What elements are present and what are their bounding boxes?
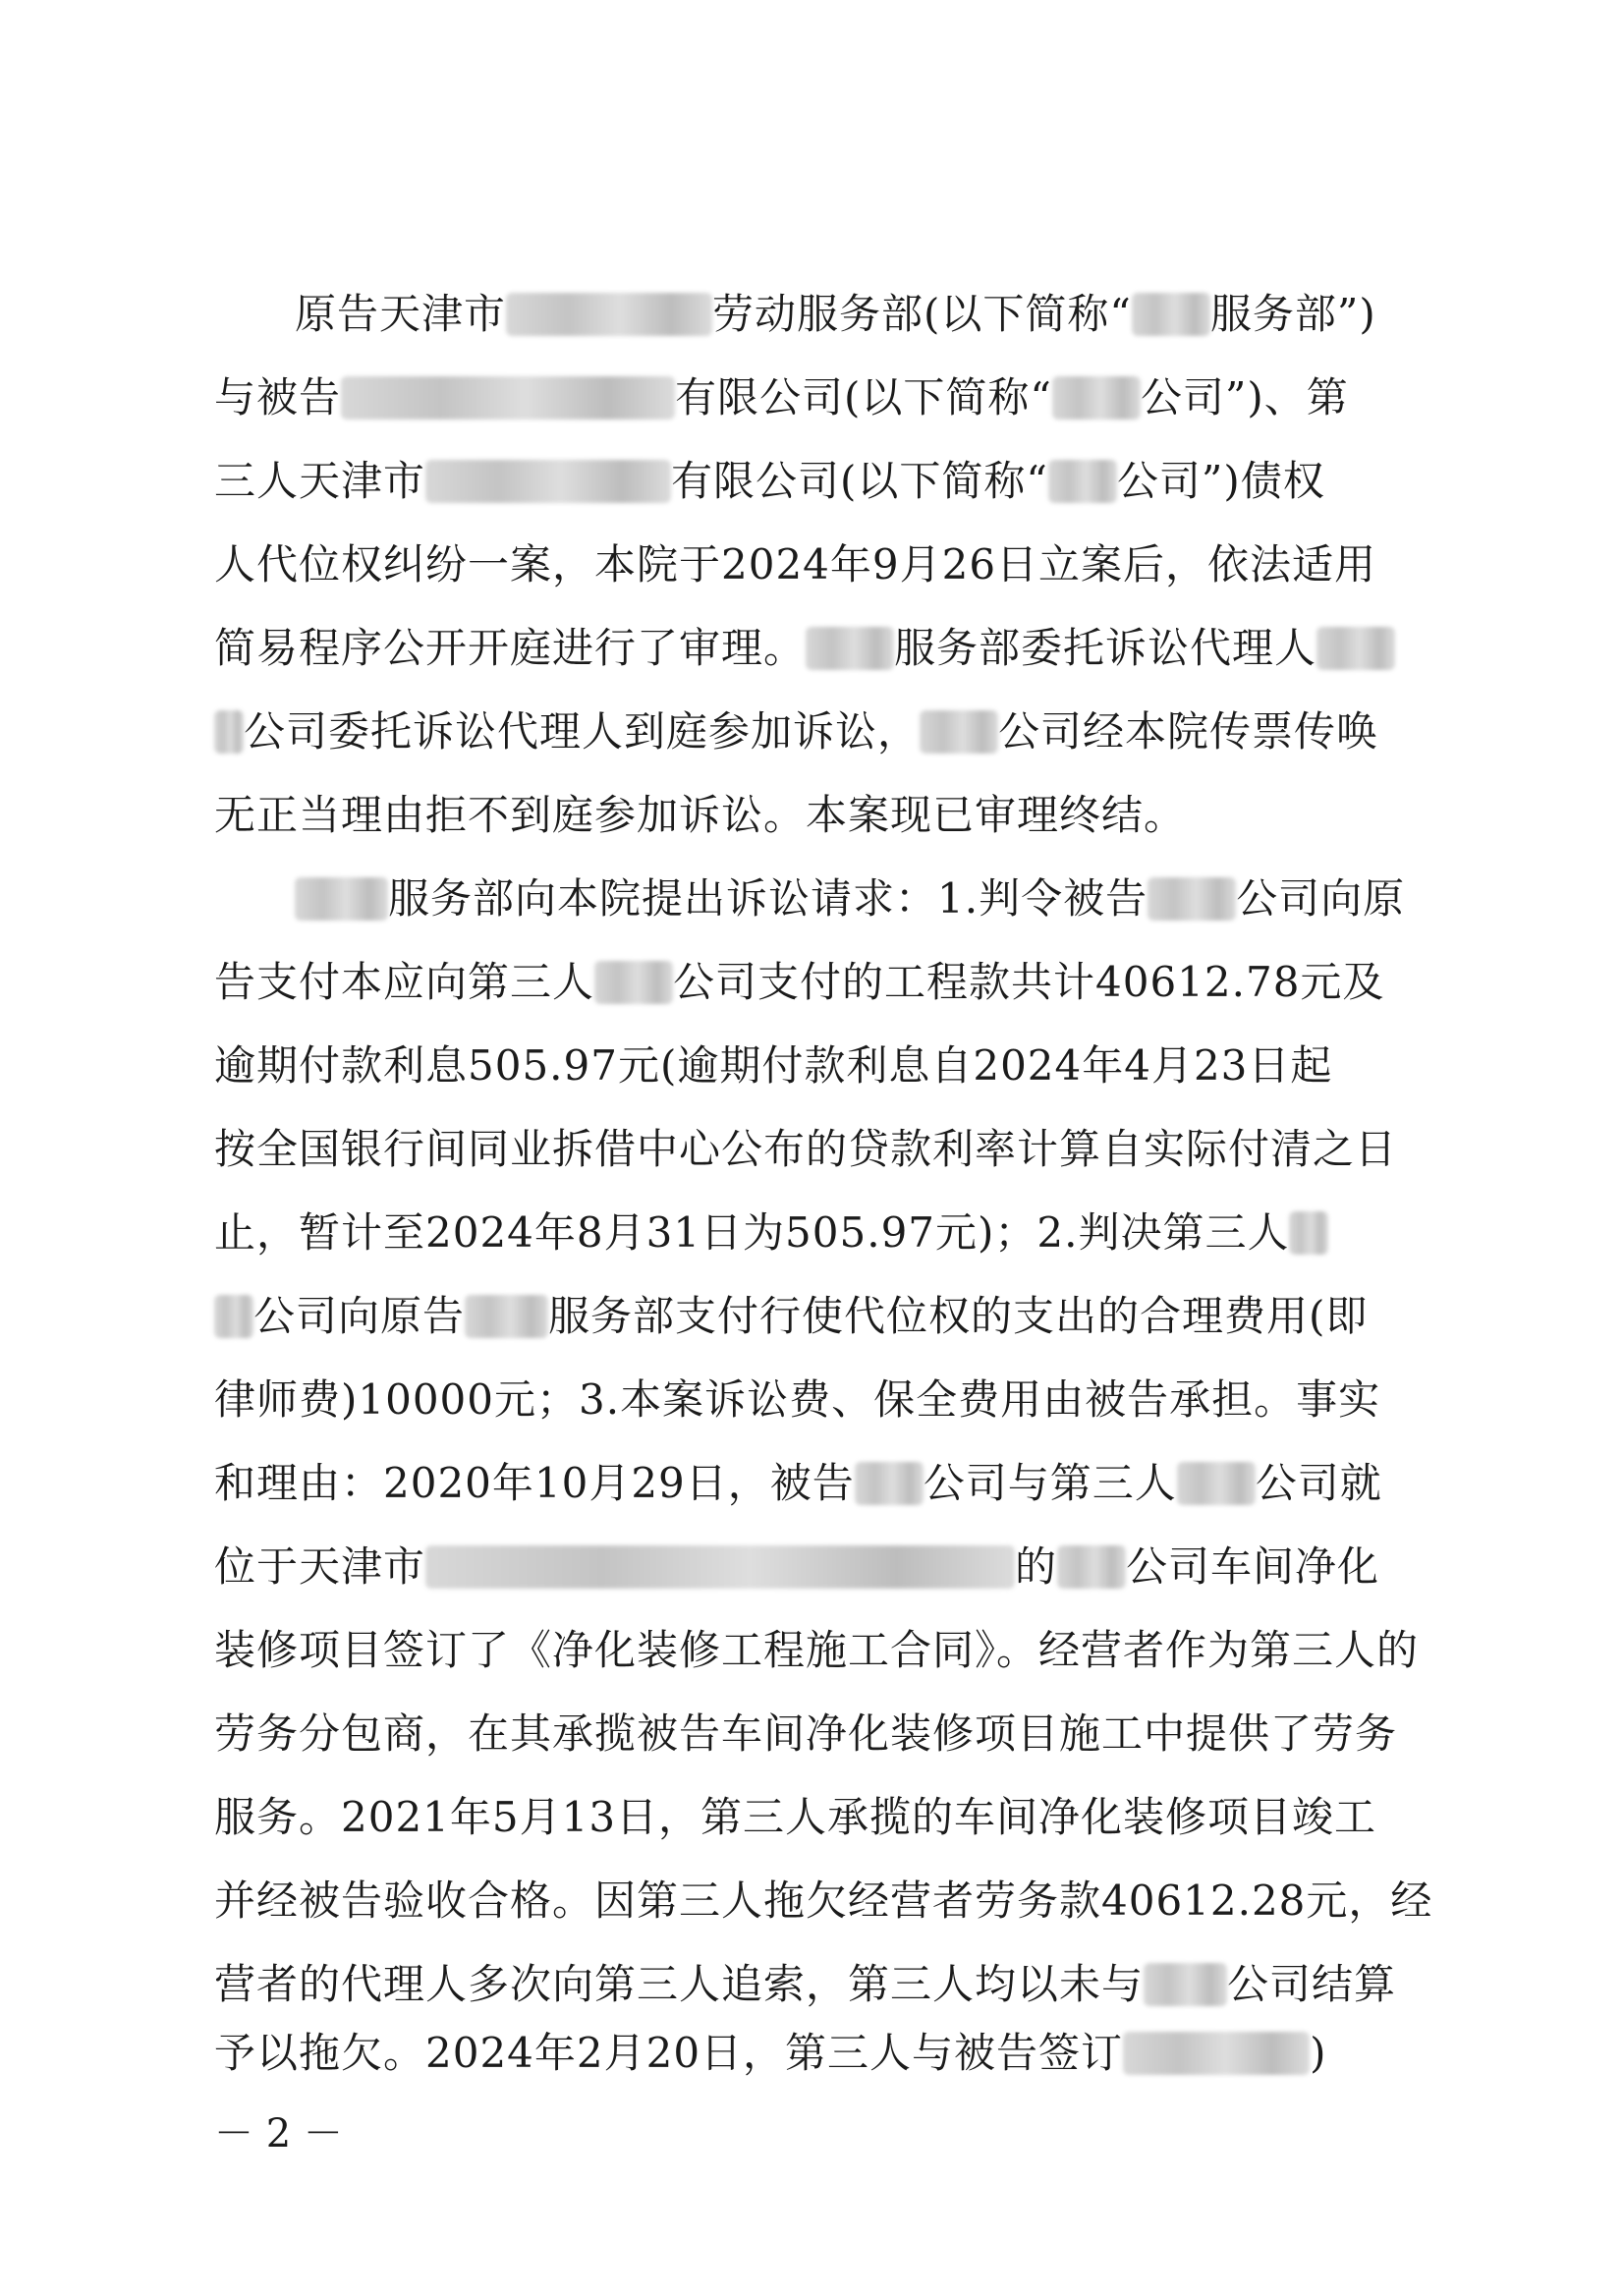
text-segment: 服务部”): [1209, 290, 1376, 338]
redaction-blur: [465, 1295, 548, 1338]
redaction-blur: [506, 293, 712, 336]
text-line: [214, 1287, 1432, 1346]
text-line: [214, 452, 1432, 511]
redaction-blur: [214, 1295, 253, 1338]
text-line: [214, 1204, 1432, 1262]
text-line: [295, 285, 1432, 344]
text-segment: 止，暂计至2024年8月31日为505.97元)；2.判决第三人: [214, 1208, 1290, 1257]
page-number: － 2 －: [214, 2111, 343, 2156]
text-line: [214, 953, 1432, 1012]
text-line: [214, 1788, 1432, 1847]
redaction-blur: [1123, 2032, 1310, 2075]
text-segment: 服务部支付行使代位权的支出的合理费用(即: [548, 1292, 1369, 1340]
text-segment: 服务部向本院提出诉讼请求：1.判令被告: [388, 874, 1148, 923]
text-segment: 位于天津市: [214, 1542, 426, 1591]
redaction-blur: [1148, 877, 1236, 921]
text-segment: 有限公司(以下简称“: [675, 373, 1052, 421]
redaction-blur: [594, 961, 673, 1004]
text-segment: 和理由：2020年10月29日，被告: [214, 1459, 855, 1507]
text-segment: 公司就: [1255, 1459, 1382, 1507]
redaction-blur: [1316, 627, 1395, 670]
text-segment: 予以拖欠。2024年2月20日，第三人与被告签订: [214, 2029, 1124, 2077]
text-line: [214, 2024, 1432, 2083]
text-line: [214, 702, 1432, 761]
text-segment: 营者的代理人多次向第三人追索，第三人均以未与: [214, 1960, 1145, 2008]
redaction-blur: [855, 1462, 924, 1505]
redaction-blur: [920, 710, 998, 754]
text-segment: 公司结算: [1227, 1960, 1397, 2008]
text-segment: 公司支付的工程款共计40612.78元及: [673, 958, 1385, 1006]
text-segment: 公司委托诉讼代理人到庭参加诉讼，: [244, 707, 921, 756]
text-segment: 的: [1015, 1542, 1058, 1591]
text-segment: 劳务分包商，在其承揽被告车间净化装修项目施工中提供了劳务: [214, 1709, 1398, 1758]
text-segment: 告支付本应向第三人: [214, 958, 595, 1006]
text-line: [214, 1705, 1432, 1764]
text-line: [214, 1621, 1432, 1680]
text-segment: 公司与第三人: [923, 1459, 1177, 1507]
text-segment: 人代位权纠纷一案，本院于2024年9月26日立案后，依法适用: [214, 540, 1377, 588]
text-line: [214, 535, 1432, 594]
text-segment: 简易程序公开开庭进行了审理。: [214, 624, 807, 672]
text-line: [214, 1036, 1432, 1095]
text-segment: 原告天津市: [295, 290, 507, 338]
text-segment: 公司”)、第: [1140, 373, 1349, 421]
text-segment: 服务。2021年5月13日，第三人承揽的车间净化装修项目竣工: [214, 1793, 1377, 1841]
redaction-blur: [295, 877, 388, 921]
text-line: [214, 1872, 1432, 1931]
redaction-blur: [425, 1545, 1015, 1589]
text-segment: 按全国银行间同业拆借中心公布的贷款利率计算自实际付清之日: [214, 1125, 1398, 1173]
redaction-blur: [1052, 376, 1141, 420]
text-line: [214, 1955, 1432, 2014]
redaction-blur: [1057, 1545, 1126, 1589]
text-segment: 公司向原: [1236, 874, 1406, 923]
text-line: [295, 869, 1432, 928]
text-segment: 公司”)债权: [1116, 457, 1325, 505]
text-segment: 公司向原告: [253, 1292, 466, 1340]
redaction-blur: [1132, 293, 1210, 336]
redaction-blur: [425, 460, 671, 503]
text-segment: 装修项目签订了《净化装修工程施工合同》。经营者作为第三人的: [214, 1626, 1420, 1674]
text-segment: 三人天津市: [214, 457, 426, 505]
text-segment: 劳动服务部(以下简称“: [712, 290, 1132, 338]
text-segment: 公司经本院传票传唤: [998, 707, 1379, 756]
text-segment: 公司车间净化: [1126, 1542, 1380, 1591]
text-line: [214, 619, 1432, 678]
redaction-blur: [806, 627, 894, 670]
redaction-blur: [1289, 1211, 1328, 1255]
text-segment: 律师费)10000元；3.本案诉讼费、保全费用由被告承担。事实: [214, 1375, 1381, 1424]
redaction-blur: [214, 710, 244, 754]
text-segment: 服务部委托诉讼代理人: [894, 624, 1317, 672]
text-line: [214, 1538, 1432, 1596]
redaction-blur: [1144, 1963, 1227, 2006]
text-segment: 并经被告验收合格。因第三人拖欠经营者劳务款40612.28元，经: [214, 1876, 1433, 1925]
text-line: [214, 1371, 1432, 1429]
text-segment: 有限公司(以下简称“: [671, 457, 1048, 505]
redaction-blur: [1177, 1462, 1256, 1505]
text-line: [214, 368, 1432, 427]
redaction-blur: [341, 376, 675, 420]
text-segment: 逾期付款利息505.97元(逾期付款利息自2024年4月23日起: [214, 1041, 1333, 1090]
redaction-blur: [1048, 460, 1117, 503]
text-line: [214, 1120, 1432, 1179]
text-line: [214, 1454, 1432, 1513]
text-segment: 无正当理由拒不到庭参加诉讼。本案现已审理终结。: [214, 791, 1187, 839]
text-segment: ): [1310, 2029, 1327, 2077]
text-line: [214, 786, 1432, 845]
text-segment: 与被告: [214, 373, 342, 421]
